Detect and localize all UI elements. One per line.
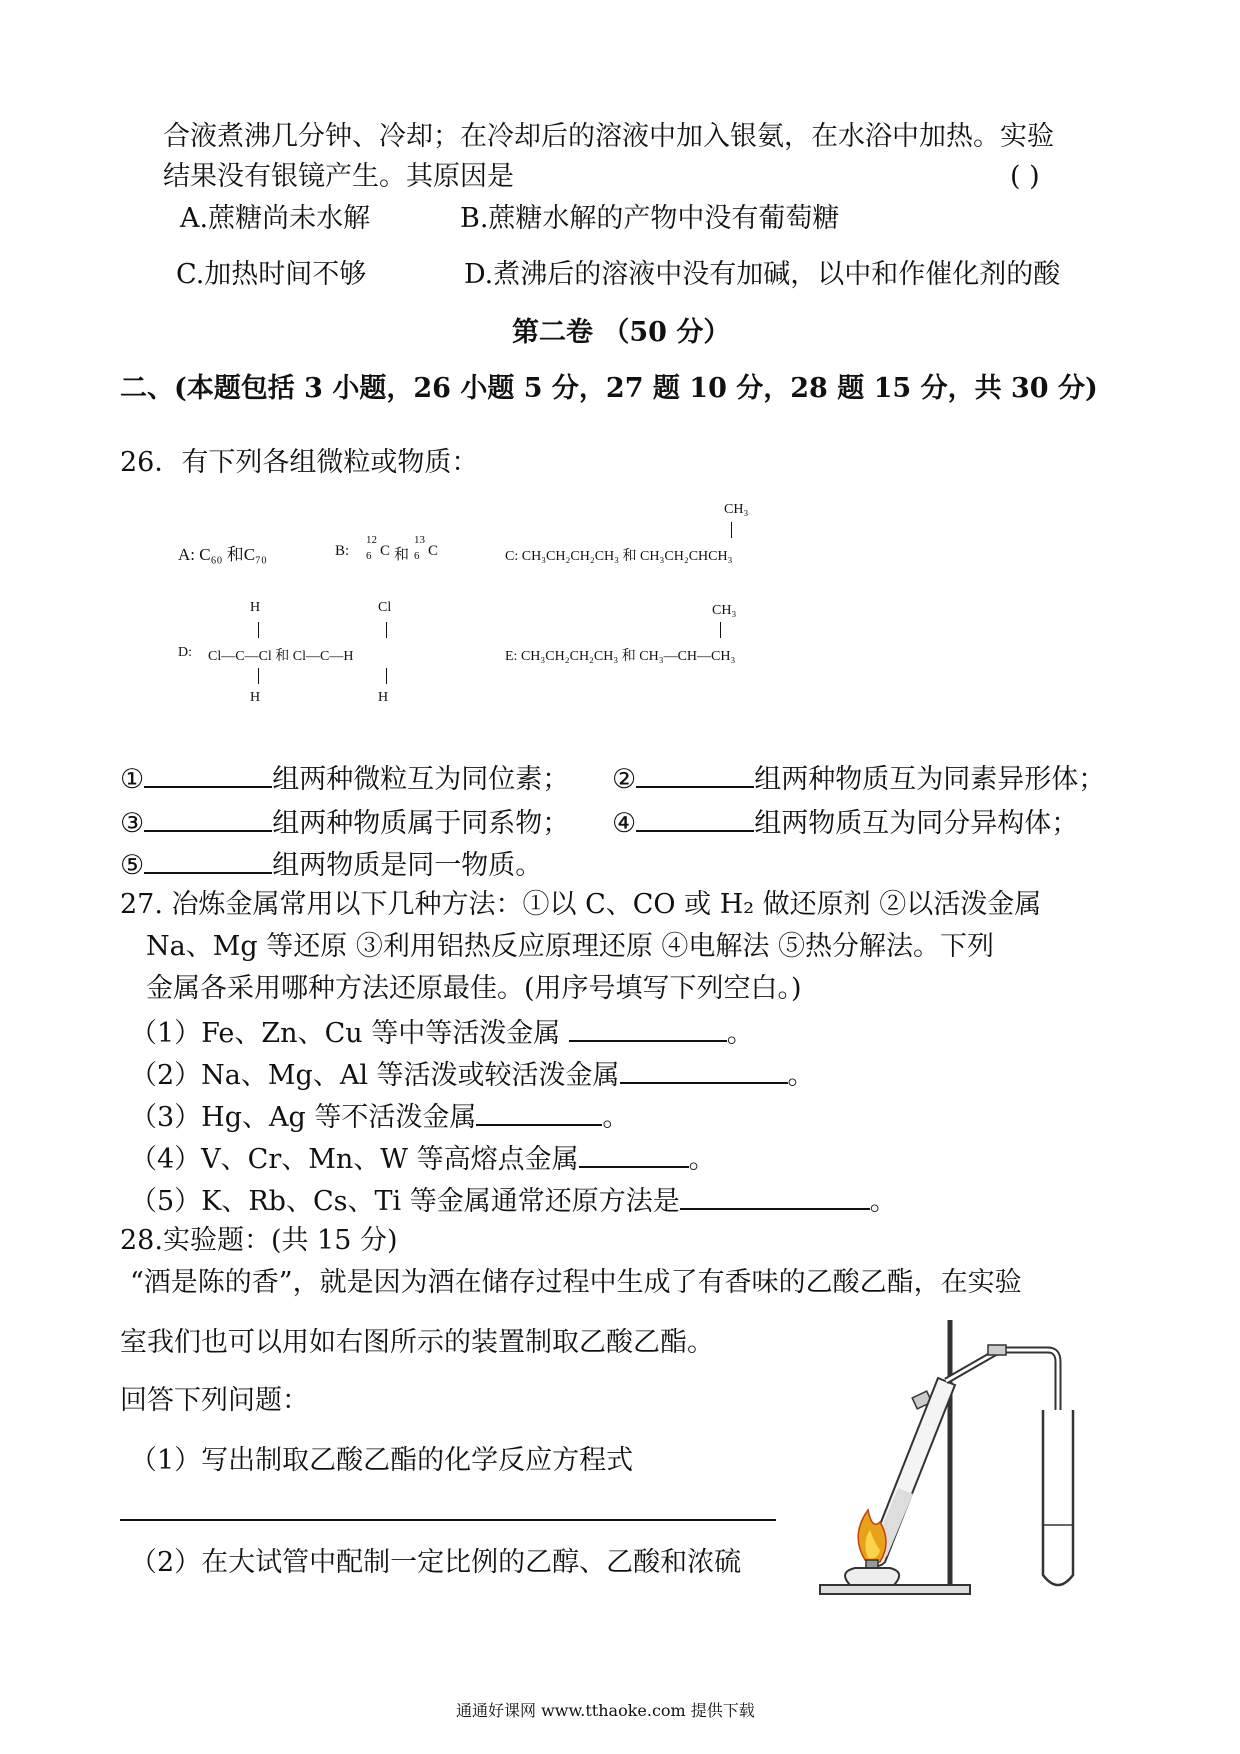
q26-b-iso1: C: [380, 543, 391, 559]
circle-4: ④: [612, 808, 637, 839]
q26-b-iso2: C: [428, 543, 439, 559]
q26-blank-3[interactable]: [144, 804, 272, 832]
q27-period-4: 。: [688, 1144, 716, 1175]
q26-option-e: E: CH₃CH₂CH₂CH₃ 和 CH₃—CH—CH₃: [505, 649, 736, 664]
q26-fill-line3: [120, 846, 542, 883]
q26-c-branch: CH₃: [724, 502, 749, 517]
q27-blank-5[interactable]: [680, 1182, 870, 1210]
q26-d-h-bottom: H: [250, 690, 261, 705]
q27-line1: 27. 冶炼金属常用以下几种方法：①以 C、CO 或 H₂ 做还原剂 ②以活泼金属: [120, 889, 1042, 920]
q26-fill-line2b: [612, 804, 1078, 841]
q27-item-5: [130, 1182, 897, 1219]
q27-item-5-text: （5）K、Rb、Cs、Ti 等金属通常还原方法是: [130, 1186, 680, 1217]
iron-stand-icon: [820, 1320, 970, 1594]
q27-period-2: 。: [787, 1060, 815, 1091]
q28-line2: 室我们也可以用如右图所示的装置制取乙酸乙酯。: [120, 1327, 714, 1358]
q26-text-4: 组两物质互为同分异构体；: [754, 808, 1079, 839]
delivery-tube-icon: [946, 1345, 1058, 1520]
q27-blank-2[interactable]: [620, 1056, 788, 1084]
q26-b-and: 和: [394, 547, 410, 563]
answer-paren: ( ): [1010, 161, 1040, 192]
q28-line3: 回答下列问题：: [120, 1385, 309, 1416]
q26-d2-bond-top: [386, 622, 387, 638]
q26-d-h-top: H: [250, 600, 261, 615]
q27-item-3-text: （3）Hg、Ag 等不活泼金属: [130, 1102, 477, 1133]
q26-b-mass1: 12: [366, 534, 377, 546]
footer-text: 通通好课网 www.tthaoke.com 提供下载: [456, 1701, 755, 1720]
q26-d-bond-bottom: [258, 668, 259, 684]
q26-e-branch: CH₃: [712, 603, 737, 618]
q26-option-d-label: D:: [178, 645, 192, 660]
q26-text-2: 组两种物质互为同素异形体；: [754, 764, 1106, 795]
q27-line3: 金属各采用哪种方法还原最佳。(用序号填写下列空白。): [146, 973, 802, 1004]
q26-text-3: 组两种物质属于同系物；: [272, 808, 570, 839]
circle-3: ③: [120, 808, 145, 839]
q26-b-mass2: 13: [414, 534, 425, 546]
option-c: C.加热时间不够: [176, 259, 367, 290]
q27-item-3: [130, 1098, 629, 1135]
part2-header: 二、(本题包括 3 小题，26 小题 5 分，27 题 10 分，28 题 15 分，共 30 分): [120, 373, 1098, 404]
prev-question-line1: 合液煮沸几分钟、冷却；在冷却后的溶液中加入银氨，在水浴中加热。实验: [163, 121, 1054, 152]
q27-period-3: 。: [602, 1102, 630, 1133]
q26-blank-4[interactable]: [636, 804, 754, 832]
q26-text-5: 组两物质是同一物质。: [272, 850, 543, 881]
q26-fill-line1: [120, 760, 569, 797]
q26-d2-h-bottom: H: [378, 690, 389, 705]
q26-stem: 26．有下列各组微粒或物质：: [120, 447, 479, 478]
circle-2: ②: [612, 764, 637, 795]
q26-e-bond: [720, 622, 721, 638]
alcohol-lamp-icon: [845, 1560, 899, 1585]
q27-blank-1[interactable]: [569, 1014, 727, 1042]
q27-period-5: 。: [869, 1186, 897, 1217]
circle-1: ①: [120, 764, 145, 795]
q26-b-atomic2: 6: [414, 550, 420, 562]
prev-question-line2: 结果没有银镜产生。其原因是: [163, 161, 514, 192]
option-b: B.蔗糖水解的产物中没有葡萄糖: [460, 203, 840, 234]
q26-d-bond-top: [258, 622, 259, 638]
receiving-test-tube-icon: [1043, 1410, 1073, 1585]
option-d: D.煮沸后的溶液中没有加碱，以中和作催化剂的酸: [464, 259, 1061, 290]
q26-option-c: C: CH₃CH₂CH₂CH₃ 和 CH₃CH₂CHCH₃: [505, 549, 733, 564]
q27-item-1-text: （1）Fe、Zn、Cu 等中等活泼金属: [130, 1018, 561, 1049]
circle-5: ⑤: [120, 850, 145, 881]
q26-blank-2[interactable]: [636, 760, 754, 788]
q27-item-1: [130, 1014, 754, 1051]
q27-item-4: [130, 1140, 716, 1177]
q27-blank-3[interactable]: [476, 1098, 602, 1126]
q27-line2: Na、Mg 等还原 ③利用铝热反应原理还原 ④电解法 ⑤热分解法。下列: [146, 931, 994, 962]
q26-text-1: 组两种微粒互为同位素；: [272, 764, 570, 795]
q26-blank-1[interactable]: [144, 760, 272, 788]
q26-option-a: A: C₆₀ 和C₇₀: [178, 545, 267, 564]
q26-fill-line1b: [612, 760, 1105, 797]
q26-b-atomic1: 6: [366, 550, 372, 562]
q26-option-b-label: B:: [335, 543, 350, 559]
q27-item-4-text: （4）V、Cr、Mn、W 等高熔点金属: [130, 1144, 579, 1175]
q27-item-2-text: （2）Na、Mg、Al 等活泼或较活泼金属: [130, 1060, 620, 1091]
q28-title: 28.实验题：(共 15 分): [120, 1225, 398, 1256]
q26-d2-bond-bottom: [386, 668, 387, 684]
q26-option-d-molecules: Cl—C—Cl 和 Cl—C—H: [208, 649, 354, 664]
q28-line1: “酒是陈的香”，就是因为酒在储存过程中生成了有香味的乙酸乙酯，在实验: [130, 1267, 1022, 1298]
section-title: 第二卷 （50 分）: [512, 317, 731, 348]
apparatus-illustration: [810, 1310, 1130, 1600]
q28-sub2: （2）在大试管中配制一定比例的乙醇、乙酸和浓硫: [130, 1547, 742, 1578]
q27-period-1: 。: [726, 1018, 754, 1049]
q26-d-cl-top: Cl: [378, 600, 392, 615]
q26-c-bond: [731, 522, 732, 538]
q28-sub1: （1）写出制取乙酸乙酯的化学反应方程式: [130, 1445, 634, 1476]
q28-answer-line[interactable]: [120, 1519, 776, 1521]
q26-fill-line2: [120, 804, 569, 841]
q27-blank-4[interactable]: [579, 1140, 689, 1168]
q27-item-2: [130, 1056, 815, 1093]
option-a: A.蔗糖尚未水解: [180, 203, 371, 234]
q26-blank-5[interactable]: [144, 846, 272, 874]
